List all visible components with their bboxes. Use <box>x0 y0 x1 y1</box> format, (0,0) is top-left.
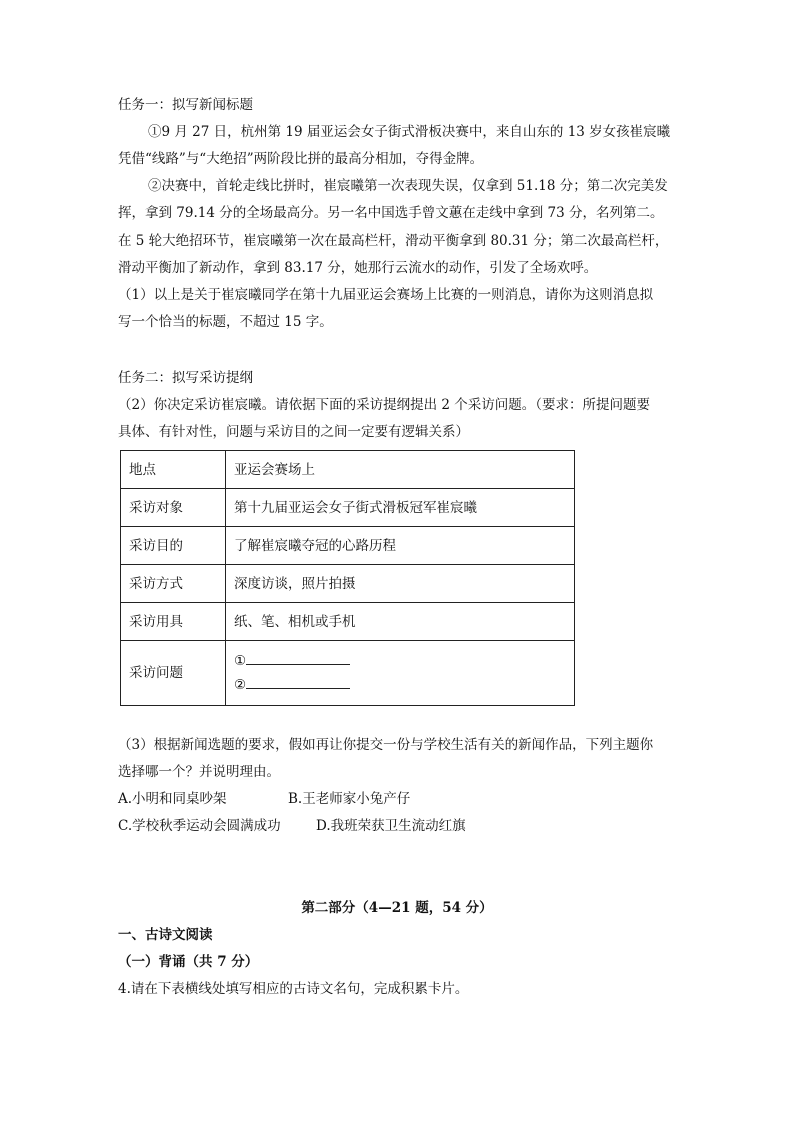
question2-line2: 具体、有针对性，问题与采访目的之间一定要有逻辑关系） <box>118 424 469 440</box>
table-row <box>121 451 575 489</box>
question-mark-1: ① <box>234 653 247 669</box>
question2-line1: （2）你决定采访崔宸曦。请依据下面的采访提纲提出 2 个采访问题。（要求：所提问题要 <box>118 397 651 413</box>
task1-para2-line1: ②决赛中，首轮走线比拼时，崔宸曦第一次表现失误，仅拿到 51.18 分；第二次完美发 <box>148 178 668 194</box>
answer-blank-line-1[interactable] <box>246 649 350 665</box>
task1-para2-line4: 滑动平衡加了新动作，拿到 83.17 分，她那行云流水的动作，引发了全场欢呼。 <box>118 260 598 276</box>
row-key-method: 采访方式 <box>121 565 226 603</box>
row-value-location: 亚运会赛场上 <box>226 451 575 489</box>
task1-para1-line2: 凭借“线路”与“大绝招”两阶段比拼的最高分相加，夺得金牌。 <box>118 151 484 167</box>
option-c: C.学校秋季运动会圆满成功 <box>118 818 281 834</box>
answer-blank-line-2[interactable] <box>246 673 350 689</box>
option-a: A.小明和同桌吵架 <box>118 791 227 807</box>
row-value-method: 深度访谈，照片拍摄 <box>226 565 575 603</box>
question1-line2: 写一个恰当的标题，不超过 15 字。 <box>118 314 333 330</box>
task1-para1-line1: ①9 月 27 日，杭州第 19 届亚运会女子街式滑板决赛中，来自山东的 13 岁女孩崔宸曦 <box>148 124 671 140</box>
task1-para2-line2: 挥，拿到 79.14 分的全场最高分。另一名中国选手曾文蕙在走线中拿到 73 分，名列第二。 <box>118 205 664 221</box>
options-row-1 <box>118 789 410 809</box>
question-blank-1[interactable] <box>234 649 566 673</box>
options-row-2 <box>118 816 466 836</box>
interview-outline-table <box>120 450 575 706</box>
row-key-questions: 采访问题 <box>121 641 226 706</box>
task2-title: 任务二：拟写采访提纲 <box>118 370 253 386</box>
table-row <box>121 641 575 706</box>
option-d: D.我班荣获卫生流动红旗 <box>316 818 466 834</box>
question-mark-2: ② <box>234 677 247 693</box>
row-value-interviewee: 第十九届亚运会女子街式滑板冠军崔宸曦 <box>226 489 575 527</box>
question4: 4.请在下表横线处填写相应的古诗文名句，完成积累卡片。 <box>118 981 469 997</box>
question3-line1: （3）根据新闻选题的要求，假如再让你提交一份与学校生活有关的新闻作品，下列主题你 <box>118 737 654 753</box>
part2-heading: 第二部分（4—21 题，54 分） <box>301 900 493 916</box>
table-row <box>121 489 575 527</box>
question3-line2: 选择哪一个？并说明理由。 <box>118 764 280 780</box>
table-row <box>121 603 575 641</box>
table-row <box>121 565 575 603</box>
task1-title: 任务一：拟写新闻标题 <box>118 97 253 113</box>
option-b: B.王老师家小兔产仔 <box>288 791 411 807</box>
row-key-tools: 采访用具 <box>121 603 226 641</box>
row-value-questions <box>226 641 575 706</box>
row-value-purpose: 了解崔宸曦夺冠的心路历程 <box>226 527 575 565</box>
row-key-location: 地点 <box>121 451 226 489</box>
subsection-heading: （一）背诵（共 7 分） <box>118 954 259 970</box>
row-value-tools: 纸、笔、相机或手机 <box>226 603 575 641</box>
row-key-interviewee: 采访对象 <box>121 489 226 527</box>
question1-line1: （1）以上是关于崔宸曦同学在第十九届亚运会赛场上比赛的一则消息，请你为这则消息拟 <box>118 287 654 303</box>
task1-para2-line3: 在 5 轮大绝招环节，崔宸曦第一次在最高栏杆，滑动平衡拿到 80.31 分；第二次最高栏杆， <box>118 233 669 249</box>
question-blank-2[interactable] <box>234 673 566 697</box>
table-row <box>121 527 575 565</box>
row-key-purpose: 采访目的 <box>121 527 226 565</box>
section-heading: 一、古诗文阅读 <box>118 927 213 943</box>
